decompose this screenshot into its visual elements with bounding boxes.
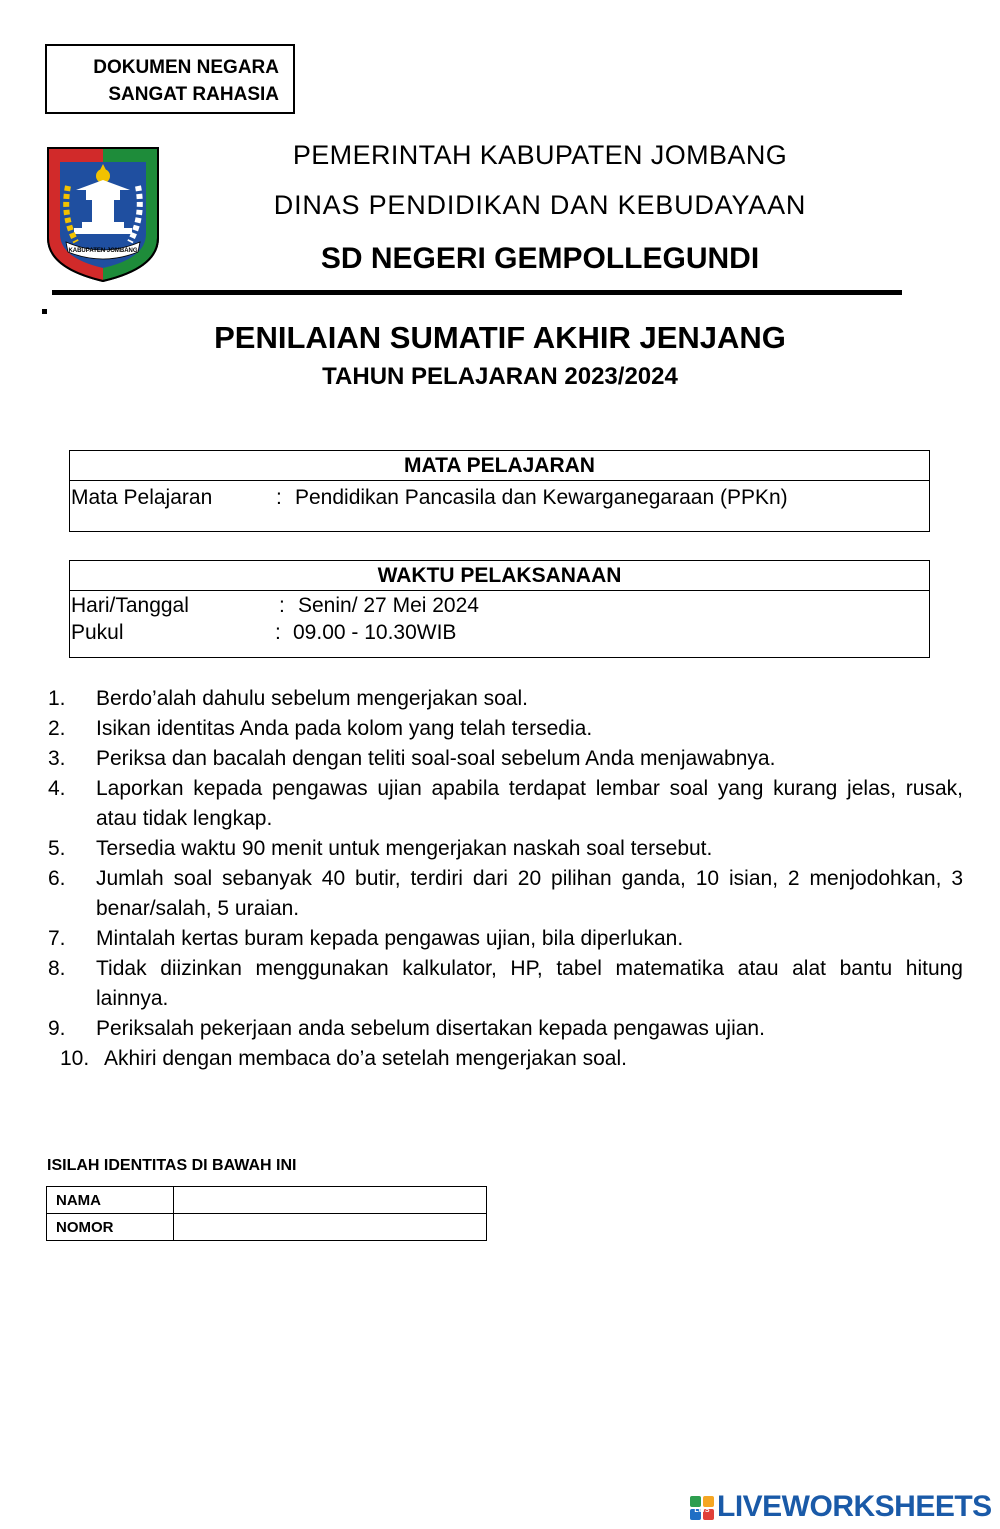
instruction-number: 2. xyxy=(48,717,66,740)
instruction-text: Akhiri dengan membaca do’a setelah mengerjakan soal. xyxy=(104,1047,627,1070)
liveworksheets-text: LIVEWORKSHEETS xyxy=(717,1490,992,1523)
department-name: DINAS PENDIDIKAN DAN KEBUDAYAAN xyxy=(273,190,807,220)
school-name: SD NEGERI GEMPOLLEGUNDI xyxy=(320,242,760,275)
instruction-number: 6. xyxy=(48,867,66,890)
time-label: Pukul xyxy=(71,621,124,644)
instruction-text: Jumlah soal sebanyak 40 butir, terdiri dari 20 pilihan ganda, 10 isian, 2 menjodohkan, 3 benar/salah, 5 uraian. xyxy=(96,867,963,920)
instruction-item xyxy=(48,1044,963,1074)
classification-box xyxy=(45,44,295,114)
time-value: 09.00 - 10.30WIB xyxy=(293,621,457,644)
instruction-text: Isikan identitas Anda pada kolom yang telah tersedia. xyxy=(96,717,593,740)
instruction-text: Periksalah pekerjaan anda sebelum disertakan kepada pengawas ujian. xyxy=(96,1017,765,1040)
instruction-number: 5. xyxy=(48,837,66,860)
subject-value: Pendidikan Pancasila dan Kewarganegaraan (PPKn) xyxy=(295,486,788,509)
subject-row xyxy=(70,484,929,511)
instruction-item xyxy=(48,924,963,954)
date-separator: : xyxy=(279,594,285,617)
name-label: NAMA xyxy=(47,1187,174,1214)
instruction-item xyxy=(48,774,963,834)
emblem-ribbon-text: KABUPATEN JOMBANG xyxy=(68,248,138,254)
government-name: PEMERINTAH KABUPATEN JOMBANG xyxy=(292,140,788,170)
instruction-number: 3. xyxy=(48,747,66,770)
instruction-item xyxy=(48,684,963,714)
identity-table xyxy=(46,1186,487,1241)
instruction-text: Periksa dan bacalah dengan teliti soal-soal sebelum Anda menjawabnya. xyxy=(96,747,776,770)
liveworksheets-logo-icon xyxy=(690,1496,714,1520)
instruction-item xyxy=(48,834,963,864)
schedule-box xyxy=(69,560,930,658)
instruction-number: 4. xyxy=(48,777,66,800)
liveworksheets-icon-letters: LWS xyxy=(694,1507,710,1514)
instruction-number: 8. xyxy=(48,957,66,980)
subject-label: Mata Pelajaran xyxy=(71,486,213,509)
instruction-number: 9. xyxy=(48,1017,66,1040)
instruction-item xyxy=(48,744,963,774)
identity-row-name xyxy=(47,1187,487,1214)
instruction-item xyxy=(48,864,963,924)
subject-box xyxy=(69,450,930,532)
classification-line-1: DOKUMEN NEGARA xyxy=(93,57,279,78)
exam-title: PENILAIAN SUMATIF AKHIR JENJANG xyxy=(214,320,786,355)
schedule-box-heading: WAKTU PELAKSANAAN xyxy=(70,561,929,591)
subject-separator: : xyxy=(276,486,282,509)
instruction-text: Laporkan kepada pengawas ujian apabila terdapat lembar soal yang kurang jelas, rusak, atau tidak lengkap. xyxy=(96,777,963,830)
schedule-row-date xyxy=(70,592,929,619)
exam-year: TAHUN PELAJARAN 2023/2024 xyxy=(322,363,678,390)
instruction-list xyxy=(48,684,963,1074)
identity-title: ISILAH IDENTITAS DI BAWAH INI xyxy=(47,1157,297,1174)
classification-line-2: SANGAT RAHASIA xyxy=(108,84,279,105)
subject-box-heading: MATA PELAJARAN xyxy=(70,451,929,481)
number-label: NOMOR xyxy=(47,1214,174,1241)
instruction-number: 7. xyxy=(48,927,66,950)
kabupaten-jombang-emblem xyxy=(46,146,160,283)
time-separator: : xyxy=(275,621,281,644)
instruction-text: Tidak diizinkan menggunakan kalkulator, HP, tabel matematika atau alat bantu hitung lainnya. xyxy=(96,957,963,1010)
date-value: Senin/ 27 Mei 2024 xyxy=(298,594,479,617)
instruction-text: Berdo’alah dahulu sebelum mengerjakan soal. xyxy=(96,687,528,710)
instruction-item xyxy=(48,954,963,1014)
date-label: Hari/Tanggal xyxy=(71,594,189,617)
name-field[interactable] xyxy=(174,1187,487,1214)
instruction-number: 1. xyxy=(48,687,66,710)
instruction-text: Mintalah kertas buram kepada pengawas ujian, bila diperlukan. xyxy=(96,927,684,950)
identity-row-number xyxy=(47,1214,487,1241)
header-divider xyxy=(52,290,902,295)
schedule-row-time xyxy=(70,619,929,646)
number-field[interactable] xyxy=(174,1214,487,1241)
bullet-mark xyxy=(42,309,47,314)
instruction-number: 10. xyxy=(60,1047,90,1070)
instruction-item xyxy=(48,714,963,744)
instruction-text: Tersedia waktu 90 menit untuk mengerjakan naskah soal tersebut. xyxy=(96,837,713,860)
instruction-item xyxy=(48,1014,963,1044)
